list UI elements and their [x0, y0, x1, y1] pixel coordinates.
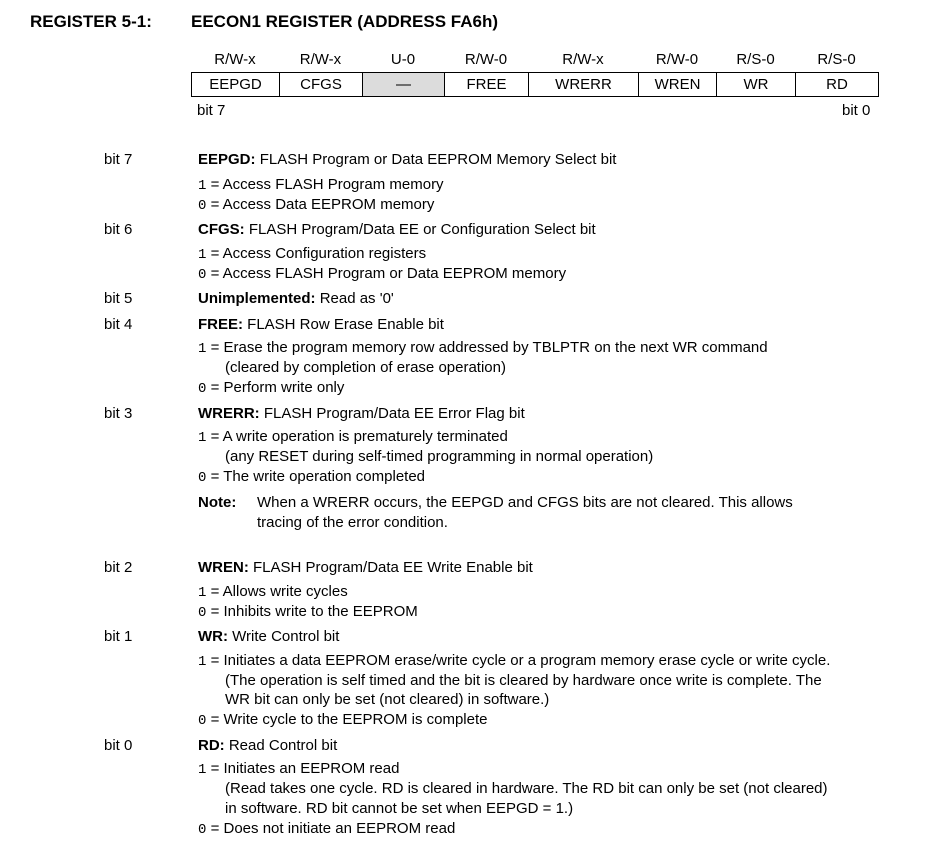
- bit-option: [198, 245, 426, 263]
- bit-description: Write Control bit: [232, 628, 340, 645]
- bit-option: [198, 196, 434, 214]
- access-type: R/W-0: [464, 51, 508, 68]
- option-text: = Allows write cycles: [210, 583, 348, 600]
- access-type: R/W-x: [299, 51, 342, 68]
- access-type: R/S-0: [736, 51, 775, 68]
- option-value: 1: [198, 430, 207, 446]
- access-type: R/W-x: [214, 51, 256, 68]
- msb-label: bit 7: [197, 102, 226, 119]
- bit-heading: [198, 559, 533, 576]
- bit-option: [198, 603, 418, 621]
- bit-name: WRERR:: [198, 405, 260, 422]
- option-text: = Perform write only: [210, 379, 345, 396]
- bit-name: Unimplemented:: [198, 290, 316, 307]
- option-text: = Initiates an EEPROM read: [210, 760, 400, 777]
- bit-cell: WREN: [639, 73, 717, 97]
- bit-option: [198, 583, 348, 601]
- option-value: 0: [198, 713, 207, 729]
- bit-description: FLASH Program/Data EE or Configuration Select bit: [248, 221, 596, 238]
- option-value: 1: [198, 247, 207, 263]
- register-bit-table: [191, 72, 879, 97]
- bit-heading: [198, 316, 444, 333]
- bit-heading: [198, 737, 337, 754]
- bit-heading: [198, 405, 525, 422]
- bit-heading: [198, 221, 596, 238]
- bit-option: [198, 428, 508, 446]
- bit-option: [198, 760, 399, 778]
- bit-option: [198, 652, 830, 670]
- lsb-label: bit 0: [842, 102, 871, 119]
- bit-name: FREE:: [198, 316, 243, 333]
- option-text: = Inhibits write to the EEPROM: [210, 603, 418, 620]
- option-value: 1: [198, 178, 207, 194]
- access-type: U-0: [390, 51, 416, 68]
- note-text: When a WRERR occurs, the EEPGD and CFGS bits are not cleared. This allows: [257, 494, 793, 511]
- option-value: 1: [198, 585, 207, 601]
- option-text: = Does not initiate an EEPROM read: [210, 820, 456, 837]
- bit-description: FLASH Row Erase Enable bit: [247, 316, 444, 333]
- option-continuation: (Read takes one cycle. RD is cleared in hardware. The RD bit can only be set (not cleared): [225, 780, 828, 797]
- bit-cell: EEPGD: [192, 73, 280, 97]
- option-value: 0: [198, 470, 207, 486]
- option-value: 1: [198, 341, 207, 357]
- bit-heading: [198, 151, 616, 168]
- bit-label: bit 6: [104, 221, 133, 238]
- bit-description: FLASH Program or Data EEPROM Memory Select bit: [259, 151, 617, 168]
- option-text: = Access Configuration registers: [210, 245, 427, 262]
- bit-name: WREN:: [198, 559, 249, 576]
- option-continuation: in software. RD bit cannot be set when EEPGD = 1.): [225, 800, 574, 817]
- bit-heading: [198, 628, 339, 645]
- access-type: R/S-0: [817, 51, 856, 68]
- bit-label: bit 1: [104, 628, 133, 645]
- option-text: = A write operation is prematurely terminated: [210, 428, 508, 445]
- option-continuation: (cleared by completion of erase operation): [225, 359, 506, 376]
- note-text: tracing of the error condition.: [257, 514, 448, 531]
- bit-option: [198, 820, 455, 838]
- bit-name: WR:: [198, 628, 228, 645]
- bit-cell: WR: [717, 73, 796, 97]
- register-title: EECON1 REGISTER (ADDRESS FA6h): [191, 12, 498, 31]
- bit-label: bit 5: [104, 290, 133, 307]
- option-text: = Access FLASH Program memory: [210, 176, 444, 193]
- bit-cell-unimplemented: —: [363, 73, 445, 97]
- bit-option: [198, 468, 425, 486]
- bit-name: CFGS:: [198, 221, 245, 238]
- bit-name: EEPGD:: [198, 151, 256, 168]
- register-number: REGISTER 5-1:: [30, 12, 152, 31]
- bit-option: [198, 379, 344, 397]
- bit-label: bit 4: [104, 316, 133, 333]
- option-value: 0: [198, 822, 207, 838]
- bit-option: [198, 711, 487, 729]
- option-value: 0: [198, 267, 207, 283]
- register-bits-row: [192, 73, 879, 97]
- bit-cell: FREE: [445, 73, 529, 97]
- bit-label: bit 3: [104, 405, 133, 422]
- bit-heading: [198, 290, 394, 307]
- option-value: 1: [198, 762, 207, 778]
- bit-description: Read as '0': [319, 290, 394, 307]
- option-text: = The write operation completed: [210, 468, 426, 485]
- option-value: 0: [198, 381, 207, 397]
- bit-option: [198, 265, 566, 283]
- access-type: R/W-x: [562, 51, 604, 68]
- option-text: = Access FLASH Program or Data EEPROM memory: [210, 265, 567, 282]
- bit-option: [198, 339, 768, 357]
- bit-description: FLASH Program/Data EE Error Flag bit: [263, 405, 525, 422]
- option-value: 1: [198, 654, 207, 670]
- bit-name: RD:: [198, 737, 225, 754]
- bit-cell: WRERR: [529, 73, 639, 97]
- bit-option: [198, 176, 444, 194]
- bit-label: bit 7: [104, 151, 133, 168]
- bit-cell: RD: [796, 73, 879, 97]
- bit-label: bit 0: [104, 737, 133, 754]
- option-text: = Erase the program memory row addressed by TBLPTR on the next WR command: [210, 339, 768, 356]
- option-text: = Initiates a data EEPROM erase/write cycle or a program memory erase cycle or write cycle.: [210, 652, 831, 669]
- option-value: 0: [198, 605, 207, 621]
- bit-description: Read Control bit: [228, 737, 338, 754]
- option-continuation: (any RESET during self-timed programming in normal operation): [225, 448, 654, 465]
- option-text: = Access Data EEPROM memory: [210, 196, 435, 213]
- bit-label: bit 2: [104, 559, 133, 576]
- option-continuation: (The operation is self timed and the bit is cleared by hardware once write is complete. The: [225, 672, 822, 689]
- access-type: R/W-0: [655, 51, 699, 68]
- bit-cell: CFGS: [280, 73, 363, 97]
- option-value: 0: [198, 198, 207, 214]
- bit-description: FLASH Program/Data EE Write Enable bit: [253, 559, 533, 576]
- option-text: = Write cycle to the EEPROM is complete: [210, 711, 488, 728]
- option-continuation: WR bit can only be set (not cleared) in software.): [225, 691, 550, 708]
- note-label: Note:: [198, 494, 237, 511]
